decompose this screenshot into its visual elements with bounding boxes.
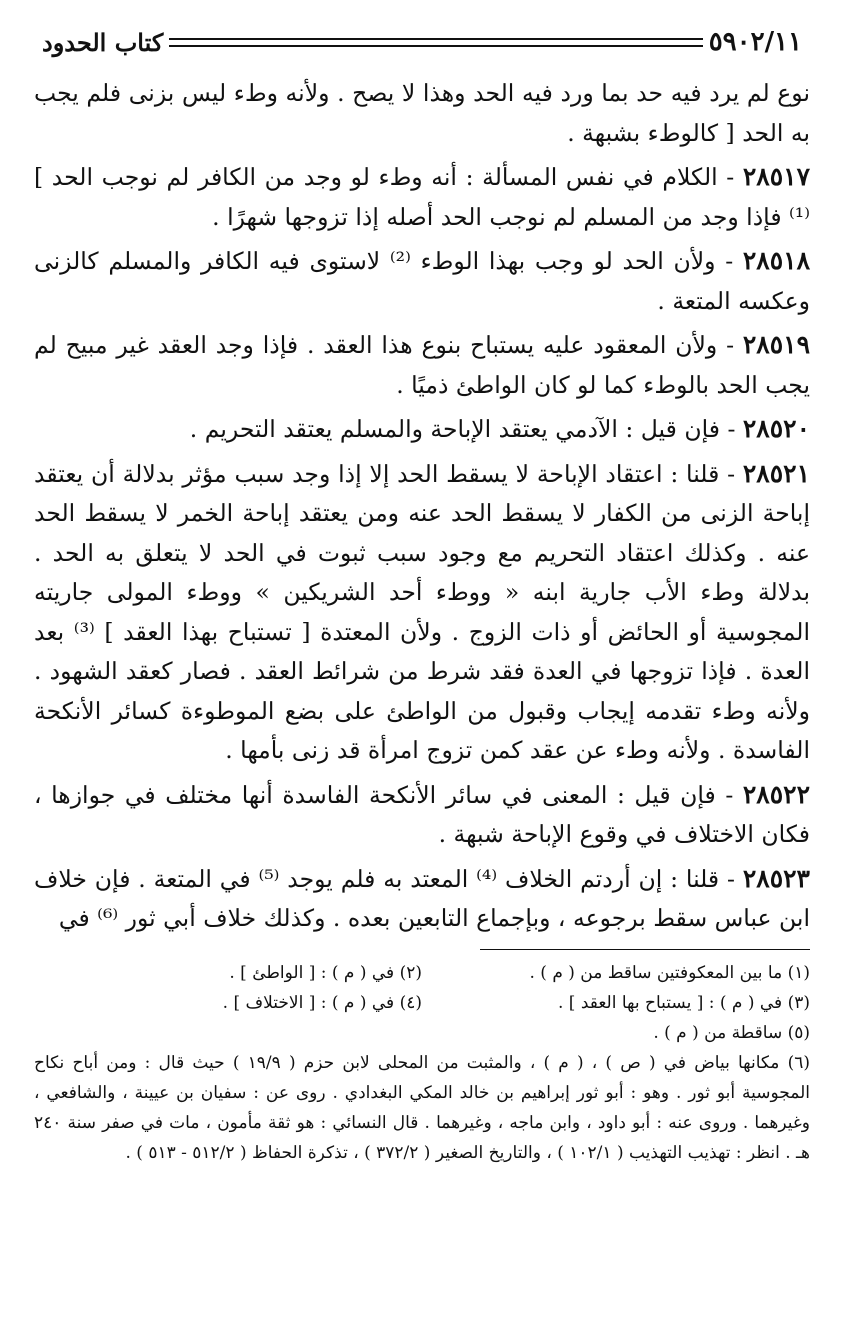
footnote-separator	[480, 949, 810, 950]
paragraph-28519	[34, 325, 810, 405]
paragraph-28522	[34, 775, 810, 855]
paragraph-text: - ولأن الحد لو وجب بهذا الوطء ⁽²⁾ لاستوى فيه الكافر والمسلم كالزنى وعكسه المتعة .	[34, 247, 810, 315]
paragraph-text: - قلنا : إن أردتم الخلاف ⁽⁴⁾ المعتد به فلم يوجد ⁽⁵⁾ في المتعة . فإن خلاف ابن عباس سقط برجوعه ، وبإجماع التابعين بعده . وكذلك خلاف أبي ثور ⁽⁶⁾ في	[34, 864, 810, 932]
paragraph-number: ٢٨٥٢٠	[742, 414, 810, 443]
paragraph-28517	[34, 157, 810, 237]
book-title: كتاب الحدود	[42, 27, 164, 57]
paragraph-number: ٢٨٥١٧	[742, 162, 810, 191]
running-header	[34, 22, 810, 62]
footnote-row	[34, 988, 810, 1018]
page-number: ٥٩٠٢/١١	[708, 27, 802, 57]
paragraph-text: نوع لم يرد فيه حد بما ورد فيه الحد وهذا لا يصح . ولأنه وطء ليس بزنى فلم يجب به الحد [ كالوطء بشبهة .	[34, 79, 810, 147]
paragraph-number: ٢٨٥١٨	[742, 246, 810, 275]
paragraph-text: - الكلام في نفس المسألة : أنه وطء لو وجد من الكافر لم نوجب الحد ]⁽¹⁾ فإذا وجد من المسلم لم نوجب الحد أصله إذا تزوجها شهرًا .	[34, 163, 810, 231]
header-double-rule	[169, 38, 702, 47]
footnote-row	[34, 958, 810, 988]
footnote-row	[34, 1018, 810, 1048]
book-page	[34, 22, 810, 1168]
paragraph-continuation	[34, 74, 810, 153]
paragraph-text: - ولأن المعقود عليه يستباح بنوع هذا العقد . فإذا وجد العقد غير مبيح لم يجب الحد بالوطء كما لو كان الواطئ ذميًا .	[34, 331, 810, 399]
paragraph-28520	[34, 409, 810, 450]
footnote-2: (٢) في ( م ) : [ الواطئ ] .	[229, 962, 422, 983]
footnote-5: (٥) ساقطة من ( م ) .	[653, 1022, 810, 1043]
paragraph-number: ٢٨٥١٩	[742, 330, 810, 359]
paragraph-text: - قلنا : اعتقاد الإباحة لا يسقط الحد إلا إذا وجد سبب مؤثر بدلالة أن يعتقد إباحة الزنى من الكفار لا يسقط الحد عنه ومن يعتقد إباحة الخمر لا يسقط الحد عنه . وكذلك اعتقاد التحريم مع وجود سبب ثبوت في الحد لا يتعلق به الحد . بدلالة وطء الأب جارية ابنه « ووطء أحد الشريكين » ووطء المولى جاريته المجوسية أو الحائض أو ذات الزوج . ولأن المعتدة [ تستباح بهذا العقد ] ⁽³⁾ بعد العدة . فإذا تزوجها في العدة فقد شرط من شرائط العقد . فصار كعقد الشهود . ولأنه وطء تقدمه إيجاب وقبول من الواطئ على بضع الموطوءة كسائر الأنكحة الفاسدة . ولأنه وطء عن عقد كمن تزوج امرأة قد زنى بأمها .	[34, 459, 811, 764]
paragraph-28518	[34, 241, 810, 321]
footnote-4: (٤) في ( م ) : [ الاختلاف ] .	[222, 992, 422, 1013]
footnote-3: (٣) في ( م ) : [ يستباح بها العقد ] .	[557, 992, 810, 1013]
paragraph-28523	[34, 859, 810, 939]
paragraph-text: - فإن قيل : المعنى في سائر الأنكحة الفاسدة أنها مختلف في جوازها ، فكان الاختلاف في وقوع الإباحة شبهة .	[34, 780, 810, 848]
main-text	[34, 74, 810, 939]
paragraph-text: - فإن قيل : الآدمي يعتقد الإباحة والمسلم يعتقد التحريم .	[189, 415, 743, 443]
footnote-1: (١) ما بين المعكوفتين ساقط من ( م ) .	[529, 962, 810, 983]
footnote-6: (٦) مكانها بياض في ( ص ) ، ( م ) ، والمثبت من المحلى لابن حزم ( ١٩/٩ ) حيث قال : ومن أباح نكاح المجوسية أبو ثور . وهو : أبو ثور إبراهيم بن خالد المكي البغدادي . روى عن : سفيان بن عيينة ، والشافعي ، وغيرهما . وروى عنه : أبو داود ، وابن ماجه ، وغيرهما . قال النسائي : هو ثقة مأمون ، مات في صفر سنة ٢٤٠ هـ . انظر : تهذيب التهذيب ( ١٠٢/١ ) ، والتاريخ الصغير ( ٣٧٢/٢ ) ، تذكرة الحفاظ ( ٥١٢/٢ - ٥١٣ ) .	[34, 1052, 810, 1163]
paragraph-number: ٢٨٥٢٢	[742, 779, 810, 809]
footnotes	[34, 958, 810, 1168]
paragraph-number: ٢٨٥٢١	[742, 458, 810, 488]
paragraph-number: ٢٨٥٢٣	[742, 863, 810, 893]
paragraph-28521	[34, 454, 810, 771]
